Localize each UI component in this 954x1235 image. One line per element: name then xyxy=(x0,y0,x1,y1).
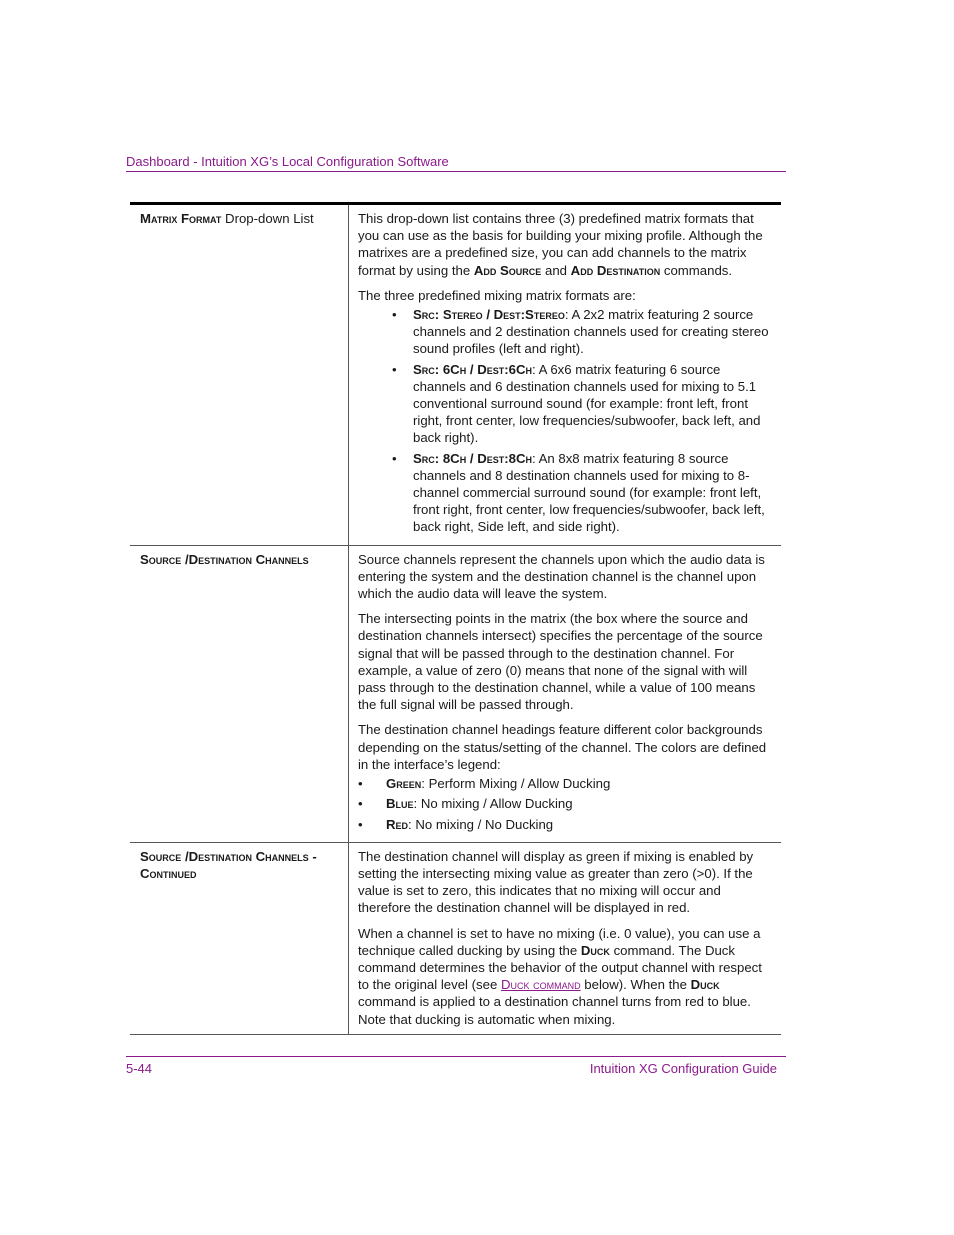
paragraph: The intersecting points in the matrix (the box where the source and destination channels intersect) specifies the percentage of the source signal that will be passed through to the destination channel. For example, a value of zero (0) means that none of the signal with will pass through to the destination channel, while a value of 100 means the full signal will be passed through. xyxy=(358,611,763,713)
list-term: Src: 8Ch / Dest:8Ch xyxy=(413,450,532,466)
text: command is applied to a destination channel turns from red to blue. Note that ducking is automatic when mixing. xyxy=(358,994,751,1027)
paragraph: The destination channel will display as green if mixing is enabled by setting the intersecting mixing value as greater than zero (>0). If the value is set to zero, this indicates that no mixing will occur and therefore the destination channel will be displayed in red. xyxy=(358,848,754,916)
table-row xyxy=(130,842,781,1034)
legend-term-blue: Blue xyxy=(386,796,414,812)
list-term: Src: Stereo / Dest:Stereo xyxy=(413,307,565,323)
table-row xyxy=(130,204,781,546)
label-term: Source /Destination Channels - Continued xyxy=(140,848,317,881)
list-text: : No mixing / Allow Ducking xyxy=(413,796,573,812)
list-text: : No mixing / No Ducking xyxy=(408,816,554,832)
text: This drop-down list contains three (3) predefined matrix formats that you can use as the basis for building your mixing profile. Although the matrixes are a predefined size, you can add channels to the matrix format by using the xyxy=(358,211,763,278)
term-add-source: Add Source xyxy=(473,262,542,278)
list-item xyxy=(358,795,771,812)
list-term: Src: 6Ch / Dest:6Ch xyxy=(413,361,532,377)
legend-list xyxy=(358,775,771,833)
term-duck: Duck xyxy=(690,977,720,993)
paragraph: The three predefined mixing matrix formats are: xyxy=(358,287,636,303)
list-item xyxy=(358,816,771,833)
text: When a channel is set to have no mixing (i.e. 0 value), you can use a technique called ducking by using the xyxy=(358,925,761,958)
row-description xyxy=(349,545,782,842)
format-list xyxy=(358,306,771,536)
footer-rule xyxy=(126,1056,786,1057)
label-term: Source /Destination Channels xyxy=(140,551,309,567)
row-label xyxy=(130,545,349,842)
paragraph: The destination channel headings feature different color backgrounds depending on the status/setting of the channel. The colors are defined in the interface’s legend: xyxy=(358,722,767,772)
running-header: Dashboard - Intuition XG’s Local Configuration Software xyxy=(126,154,786,172)
row-description xyxy=(349,842,782,1034)
row-label xyxy=(130,204,349,546)
label-term: Matrix Format xyxy=(140,211,222,226)
row-label xyxy=(130,842,349,1034)
text: command. The Duck command determines the behavior of the output channel with respect to the original level (see xyxy=(358,942,762,993)
list-item xyxy=(358,361,771,447)
table-row xyxy=(130,545,781,842)
guide-title: Intuition XG Configuration Guide xyxy=(589,1061,777,1076)
paragraph xyxy=(358,210,771,279)
spec-table xyxy=(130,202,781,1035)
list-text: : An 8x8 matrix featuring 8 source channels and 8 destination channels used for mixing to 8-channel commercial surround sound (for example: front left, front right, front center, low frequencies/subwoofer, back left, back right, Side left, and side right). xyxy=(413,450,765,535)
text: below). When the xyxy=(580,977,691,993)
list-item xyxy=(358,450,771,536)
list-text: : Perform Mixing / Allow Ducking xyxy=(421,776,611,792)
text: and xyxy=(541,262,571,278)
legend-term-red: Red xyxy=(386,816,409,832)
term-duck: Duck xyxy=(580,942,610,958)
label-rest: Drop-down List xyxy=(221,211,314,226)
list-item xyxy=(358,775,771,792)
page-number: 5-44 xyxy=(126,1061,153,1076)
paragraph: Source channels represent the channels upon which the audio data is entering the system and the destination channel is the channel upon which the audio data will leave the system. xyxy=(358,551,765,602)
row-description xyxy=(349,204,782,546)
list-text: : A 6x6 matrix featuring 6 source channels and 6 destination channels used for mixing to 5.1 conventional surround sound (for example: front left, front right, front center, low frequencies/subwoofer, back left, and back right). xyxy=(413,361,761,446)
paragraph xyxy=(358,925,771,1028)
text: commands. xyxy=(660,262,733,278)
duck-command-link[interactable]: Duck command xyxy=(500,977,581,993)
list-text: : A 2x2 matrix featuring 2 source channels and 2 destination channels used for creating stereo sound profiles (left and right). xyxy=(413,307,769,357)
term-add-destination: Add Destination xyxy=(570,262,661,278)
list-item xyxy=(358,306,771,358)
legend-term-green: Green xyxy=(386,776,422,792)
